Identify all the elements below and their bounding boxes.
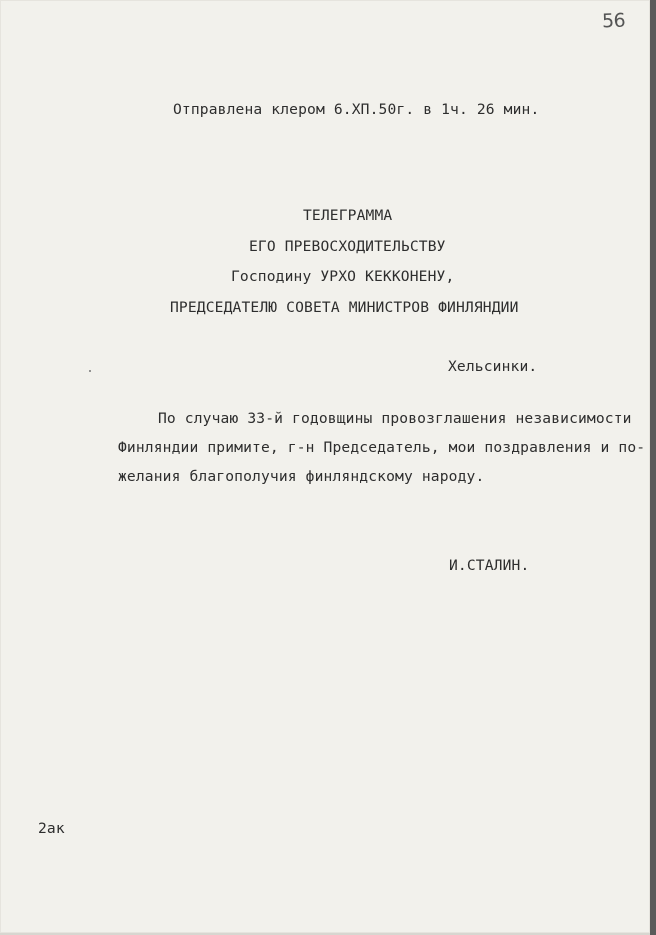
dispatch-note: Отправлена клером 6.XП.50г. в 1ч. 26 мин. xyxy=(173,101,540,118)
body-line-3: желания благополучия финляндскому народу. xyxy=(118,468,485,485)
page-number: 56 xyxy=(601,9,626,33)
signature: И.СТАЛИН. xyxy=(449,557,530,574)
salutation-line: ЕГО ПРЕВОСХОДИТЕЛЬСТВУ xyxy=(249,238,446,255)
telegram-heading: ТЕЛЕГРАММА xyxy=(303,207,393,224)
city-line: Хельсинки. xyxy=(448,358,538,375)
position-line: ПРЕДСЕДАТЕЛЮ СОВЕТА МИНИСТРОВ ФИНЛЯНДИИ xyxy=(170,299,519,316)
copies-note: 2ак xyxy=(38,820,65,837)
body-line-2: Финляндии примите, г-н Председатель, мои поздравления и по- xyxy=(118,439,646,456)
scan-edge xyxy=(650,0,656,935)
recipient-line: Господину УРХО КЕККОНЕНУ, xyxy=(231,268,455,285)
body-line-1: По случаю 33-й годовщины провозглашения независимости xyxy=(158,410,632,427)
margin-dot xyxy=(89,370,91,372)
